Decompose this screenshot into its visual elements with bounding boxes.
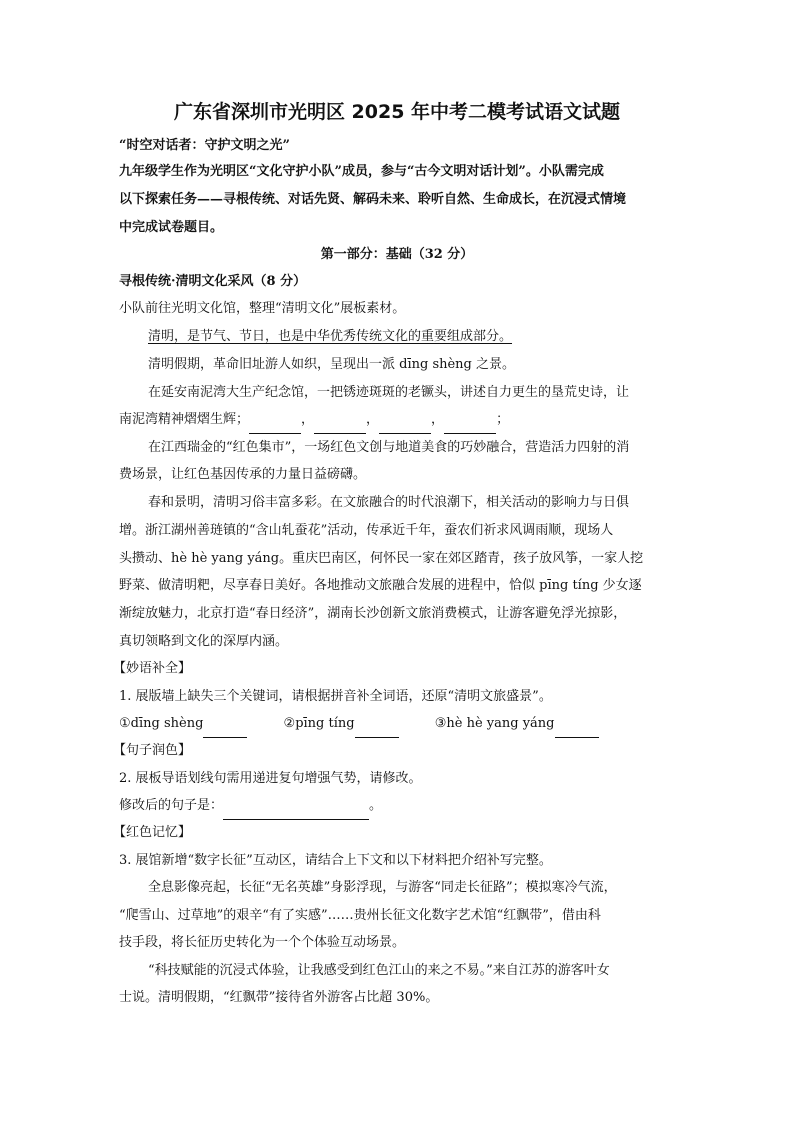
spring-paragraph: 增。浙江湖州善琏镇的“含山轧蚕花”活动，传承近千年，蚕农们祈求风调雨顺，现场人 — [119, 523, 614, 538]
ruijin-paragraph: 在江西瑞金的“红色集市”，一场红色文创与地道美食的巧妙融合，营造活力四射的消 — [148, 440, 630, 455]
spring-paragraph: 春和景明，清明习俗丰富多彩。在文旅融合的时代浪潮下，相关活动的影响力与日俱 — [148, 495, 630, 510]
underlined-sentence: 清明，是节气、节日，也是中华优秀传统文化的重要组成部分。 — [148, 329, 513, 344]
yanan-text: 南泥湾精神熠熠生辉； — [119, 412, 250, 427]
page-title: 广东省深圳市光明区 2025 年中考二模考试语文试题 — [173, 101, 621, 123]
spring-paragraph: 真切领略到文化的深厚内涵。 — [119, 634, 289, 649]
intro-line: 以下探索任务——寻根传统、对话先贤、解码未来、聆听自然、生命成长，在沉浸式情境 — [119, 192, 627, 207]
option-3: ③hè hè yang yáng — [435, 710, 599, 738]
answer-blank[interactable] — [314, 415, 366, 434]
material-1: 技手段，将长征历史转化为一个个体验互动场景。 — [119, 935, 406, 950]
answer-blank[interactable] — [355, 719, 399, 738]
visit-line: 小队前往光明文化馆，整理“清明文化”展板素材。 — [119, 301, 406, 316]
question-1-options — [119, 710, 631, 738]
option-1: ①dīng shèng — [119, 710, 247, 738]
ruijin-paragraph-cont: 费场景，让红色基因传承的力量日益磅礴。 — [119, 467, 367, 482]
material-2: 士说。清明假期，“红飘带”接待省外游客占比超 30%。 — [119, 990, 439, 1005]
answer-blank[interactable] — [555, 719, 599, 738]
material-2: “科技赋能的沉浸式体验，让我感受到红色江山的来之不易。”来自江苏的游客叶女 — [148, 963, 610, 978]
question-3: 3. 展馆新增“数字长征”互动区，请结合上下文和以下材料把介绍补写完整。 — [119, 853, 552, 868]
option-2: ②pīng tíng — [284, 710, 399, 738]
section-heading: 寻根传统·清明文化采风（8 分） — [119, 274, 307, 289]
material-1: “爬雪山、过草地”的艰辛“有了实感”……贵州长征文化数字艺术馆“红飘带”，借由科 — [119, 908, 601, 923]
tag-red: 【红色记忆】 — [113, 825, 192, 840]
answer-blank[interactable] — [249, 415, 301, 434]
holiday-paragraph: 清明假期，革命旧址游人如织，呈现出一派 dīng shèng 之景。 — [148, 357, 516, 372]
answer-blank[interactable] — [203, 719, 247, 738]
answer-blank[interactable] — [223, 801, 369, 820]
question-2-answer: 修改后的句子是： 。 — [119, 792, 382, 820]
intro-line: 中完成试卷题目。 — [119, 220, 224, 235]
spring-paragraph: 野菜、做清明粑，尽享春日美好。各地推动文旅融合发展的进程中，恰似 pīng tíng 少女逐 — [119, 578, 642, 593]
question-2: 2. 展板导语划线句需用递进复句增强气势，请修改。 — [119, 771, 422, 786]
question-1: 1. 展版墙上缺失三个关键词，请根据拼音补全词语，还原“清明文旅盛景”。 — [119, 689, 552, 704]
spring-paragraph: 头攒动、hè hè yang yáng。重庆巴南区，何怀民一家在郊区踏青，孩子放风筝，一家人挖 — [119, 551, 644, 566]
theme-line: “时空对话者：守护文明之光” — [119, 138, 290, 153]
material-1: 全息影像亮起，长征“无名英雄”身影浮现，与游客“同走长征路”；模拟寒冷气流， — [148, 880, 617, 895]
part-heading: 第一部分：基础（32 分） — [320, 247, 474, 262]
yanan-paragraph: 在延安南泥湾大生产纪念馆，一把锈迹斑斑的老镢头，讲述自力更生的垦荒史诗，让 — [148, 385, 630, 400]
tag-sentence: 【句子润色】 — [113, 743, 192, 758]
yanan-paragraph-cont: 南泥湾精神熠熠生辉； ， ， ， ； — [119, 406, 509, 434]
answer-blank[interactable] — [379, 415, 431, 434]
answer-blank[interactable] — [444, 415, 496, 434]
tag-words: 【妙语补全】 — [113, 661, 192, 676]
intro-line: 九年级学生作为光明区“文化守护小队”成员，参与“古今文明对话计划”。小队需完成 — [119, 164, 604, 179]
spring-paragraph: 渐绽放魅力，北京打造“春日经济”，湖南长沙创新文旅消费模式，让游客避免浮光掠影， — [119, 606, 627, 621]
